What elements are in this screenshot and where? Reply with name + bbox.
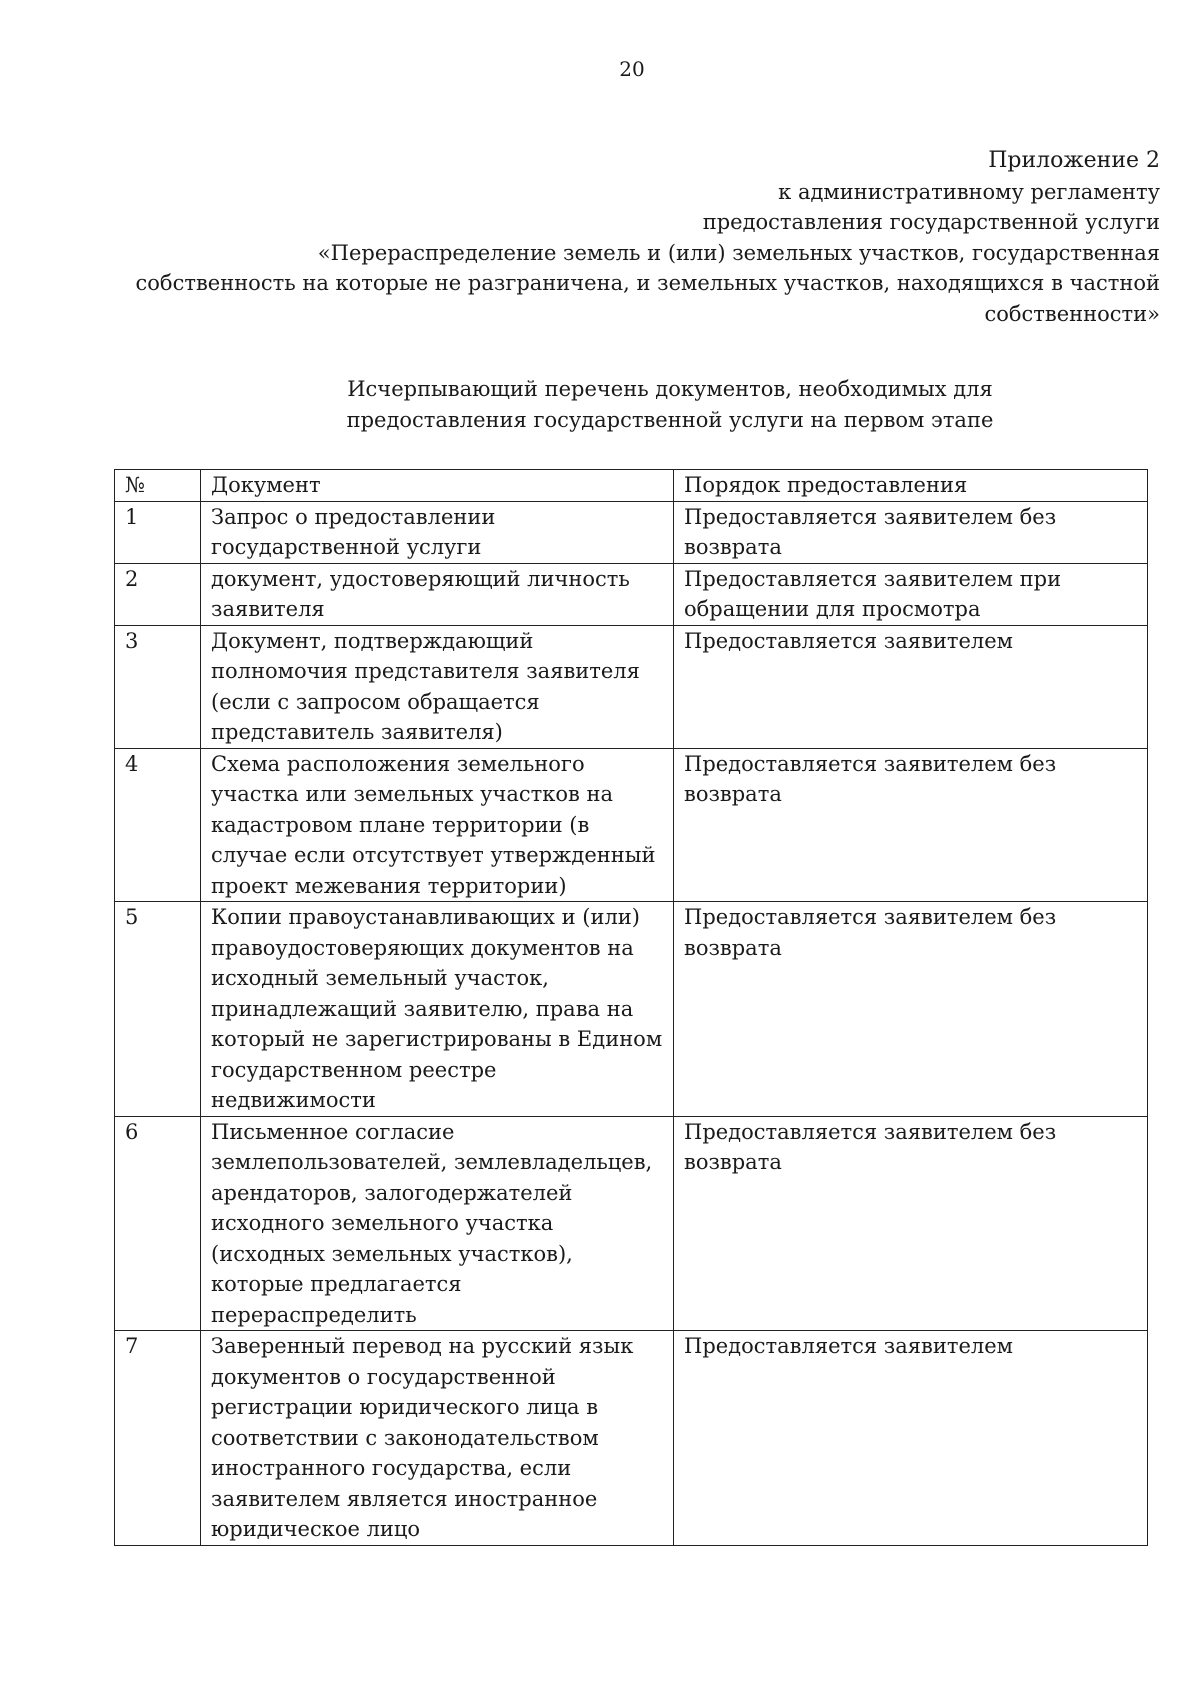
annex-title: Приложение 2 [988, 148, 1160, 173]
row-order: Предоставляется заявителем при обращении для просмотра [674, 563, 1148, 625]
row-num: 7 [115, 1331, 201, 1546]
table-row [115, 748, 1148, 902]
annex-line: «Перераспределение земель и (или) земельных участков, государственная [317, 240, 1160, 265]
row-document: Документ, подтверждающий полномочия представителя заявителя (если с запросом обращается представитель заявителя) [201, 625, 674, 748]
row-order: Предоставляется заявителем без возврата [674, 501, 1148, 563]
table-row [115, 501, 1148, 563]
table-header-row [115, 470, 1148, 502]
row-order: Предоставляется заявителем [674, 1331, 1148, 1546]
row-document: Схема расположения земельного участка или земельных участков на кадастровом плане территории (в случае если отсутствует утвержденный проект межевания территории) [201, 748, 674, 902]
row-num: 4 [115, 748, 201, 902]
row-document: Заверенный перевод на русский язык документов о государственной регистрации юридического лица в соответствии с законодательством иностранного государства, если заявителем является иностранное юридическое лицо [201, 1331, 674, 1546]
row-document: Копии правоустанавливающих и (или) правоудостоверяющих документов на исходный земельный участок, принадлежащий заявителю, права на который не зарегистрированы в Едином государственном реестре недвижимости [201, 902, 674, 1117]
documents-table [114, 469, 1148, 1546]
table-row [115, 563, 1148, 625]
row-num: 5 [115, 902, 201, 1117]
row-order: Предоставляется заявителем без возврата [674, 902, 1148, 1117]
header-num: № [115, 470, 201, 502]
list-title [0, 374, 1200, 435]
row-document: Запрос о предоставлении государственной услуги [201, 501, 674, 563]
annex-line: собственности» [984, 301, 1160, 326]
table-row [115, 1331, 1148, 1546]
row-document: Письменное согласие землепользователей, землевладельцев, арендаторов, залогодержателей исходного земельного участка (исходных земельных участков), которые предлагается перераспределить [201, 1116, 674, 1331]
table-row [115, 902, 1148, 1117]
row-document: документ, удостоверяющий личность заявителя [201, 563, 674, 625]
header-order: Порядок предоставления [674, 470, 1148, 502]
table-row [115, 625, 1148, 748]
annex-line: собственность на которые не разграничена, и земельных участков, находящихся в частной [135, 271, 1160, 295]
row-num: 3 [115, 625, 201, 748]
header-document: Документ [201, 470, 674, 502]
annex-line: к административному регламенту [778, 179, 1160, 204]
annex-header [110, 146, 1160, 329]
row-num: 6 [115, 1116, 201, 1331]
table-row [115, 1116, 1148, 1331]
page-number: 20 [619, 57, 645, 81]
row-num: 2 [115, 563, 201, 625]
list-title-line: Исчерпывающий перечень документов, необходимых для [347, 377, 993, 401]
annex-line: предоставления государственной услуги [702, 210, 1160, 234]
row-order: Предоставляется заявителем без возврата [674, 1116, 1148, 1331]
row-order: Предоставляется заявителем [674, 625, 1148, 748]
row-order: Предоставляется заявителем без возврата [674, 748, 1148, 902]
row-num: 1 [115, 501, 201, 563]
list-title-line: предоставления государственной услуги на первом этапе [346, 407, 994, 432]
